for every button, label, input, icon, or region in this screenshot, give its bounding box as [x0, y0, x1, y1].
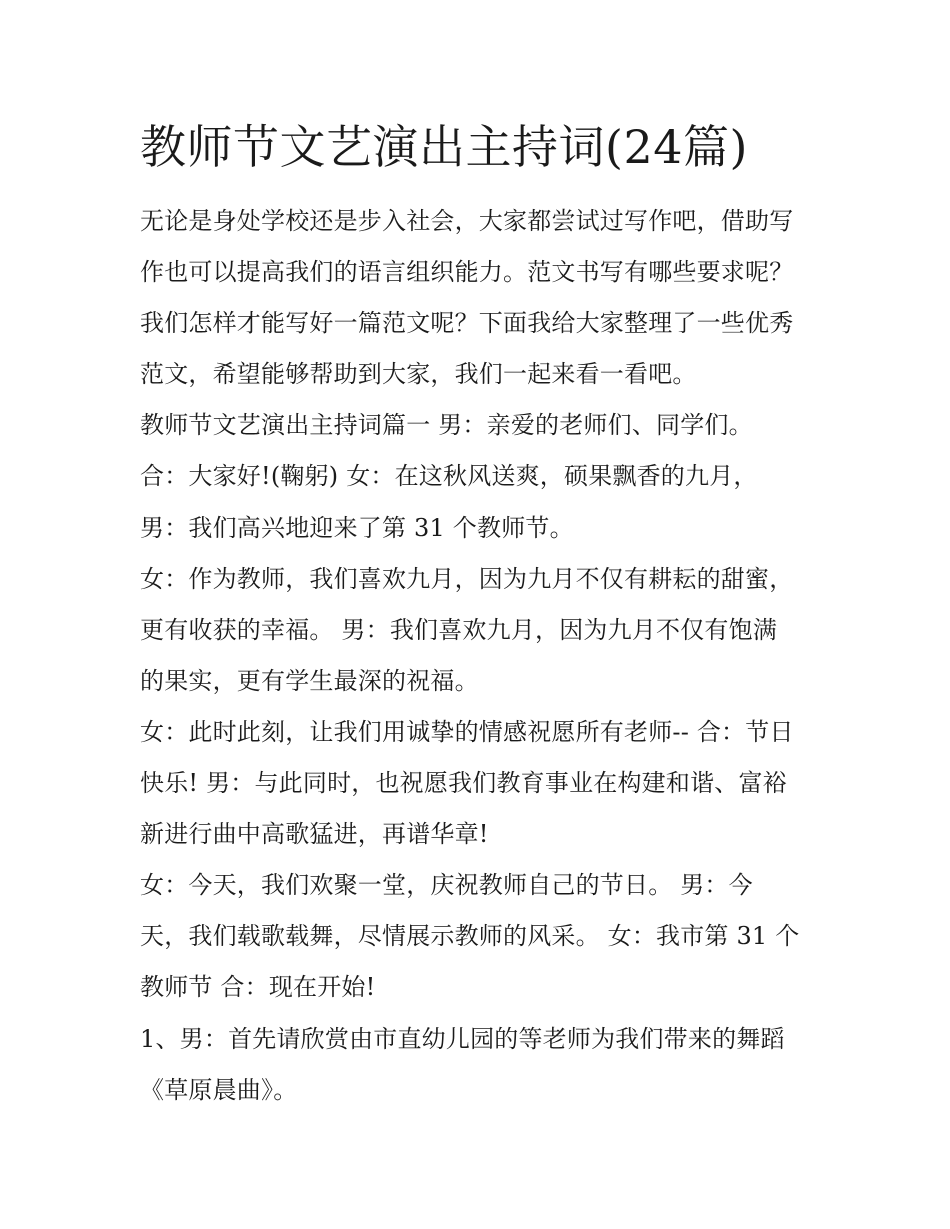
document-body: [140, 196, 820, 1116]
body-line: 的果实，更有学生最深的祝福。: [140, 666, 479, 695]
body-line: 女：今天，我们欢聚一堂，庆祝教师自己的节日。 男：今: [140, 871, 753, 900]
body-line: 男：我们高兴地迎来了第 31 个教师节。: [140, 513, 574, 542]
body-line: 我们怎样才能写好一篇范文呢？下面我给大家整理了一些优秀: [140, 309, 794, 338]
document-title: 教师节文艺演出主持词(24篇): [140, 120, 748, 174]
body-line: 新进行曲中高歌猛进，再谱华章!: [140, 820, 489, 849]
body-line: 《草原晨曲》。: [140, 1075, 298, 1104]
body-line: 范文，希望能够帮助到大家，我们一起来看一看吧。: [140, 360, 697, 389]
body-line: 教师节 合：现在开始!: [140, 973, 376, 1002]
body-line: 无论是身处学校还是步入社会，大家都尝试过写作吧，借助写: [140, 207, 794, 235]
body-line: 教师节文艺演出主持词篇一 男：亲爱的老师们、同学们。: [140, 411, 753, 440]
body-line: 更有收获的幸福。 男：我们喜欢九月，因为九月不仅有饱满: [140, 615, 778, 644]
body-line: 1、男：首先请欣赏由市直幼儿园的等老师为我们带来的舞蹈: [140, 1024, 785, 1053]
body-line: 天，我们载歌载舞，尽情展示教师的风采。 女：我市第 31 个: [140, 922, 800, 951]
body-line: 女：作为教师，我们喜欢九月，因为九月不仅有耕耘的甜蜜，: [140, 564, 794, 593]
body-line: 快乐! 男：与此同时，也祝愿我们教育事业在构建和谐、富裕: [140, 769, 787, 798]
body-line: 作也可以提高我们的语言组织能力。范文书写有哪些要求呢？: [140, 258, 794, 287]
body-line: 女：此时此刻，让我们用诚挚的情感祝愿所有老师-- 合：节日: [140, 717, 794, 746]
body-line: 合：大家好!(鞠躬) 女：在这秋风送爽，硕果飘香的九月，: [140, 462, 758, 491]
